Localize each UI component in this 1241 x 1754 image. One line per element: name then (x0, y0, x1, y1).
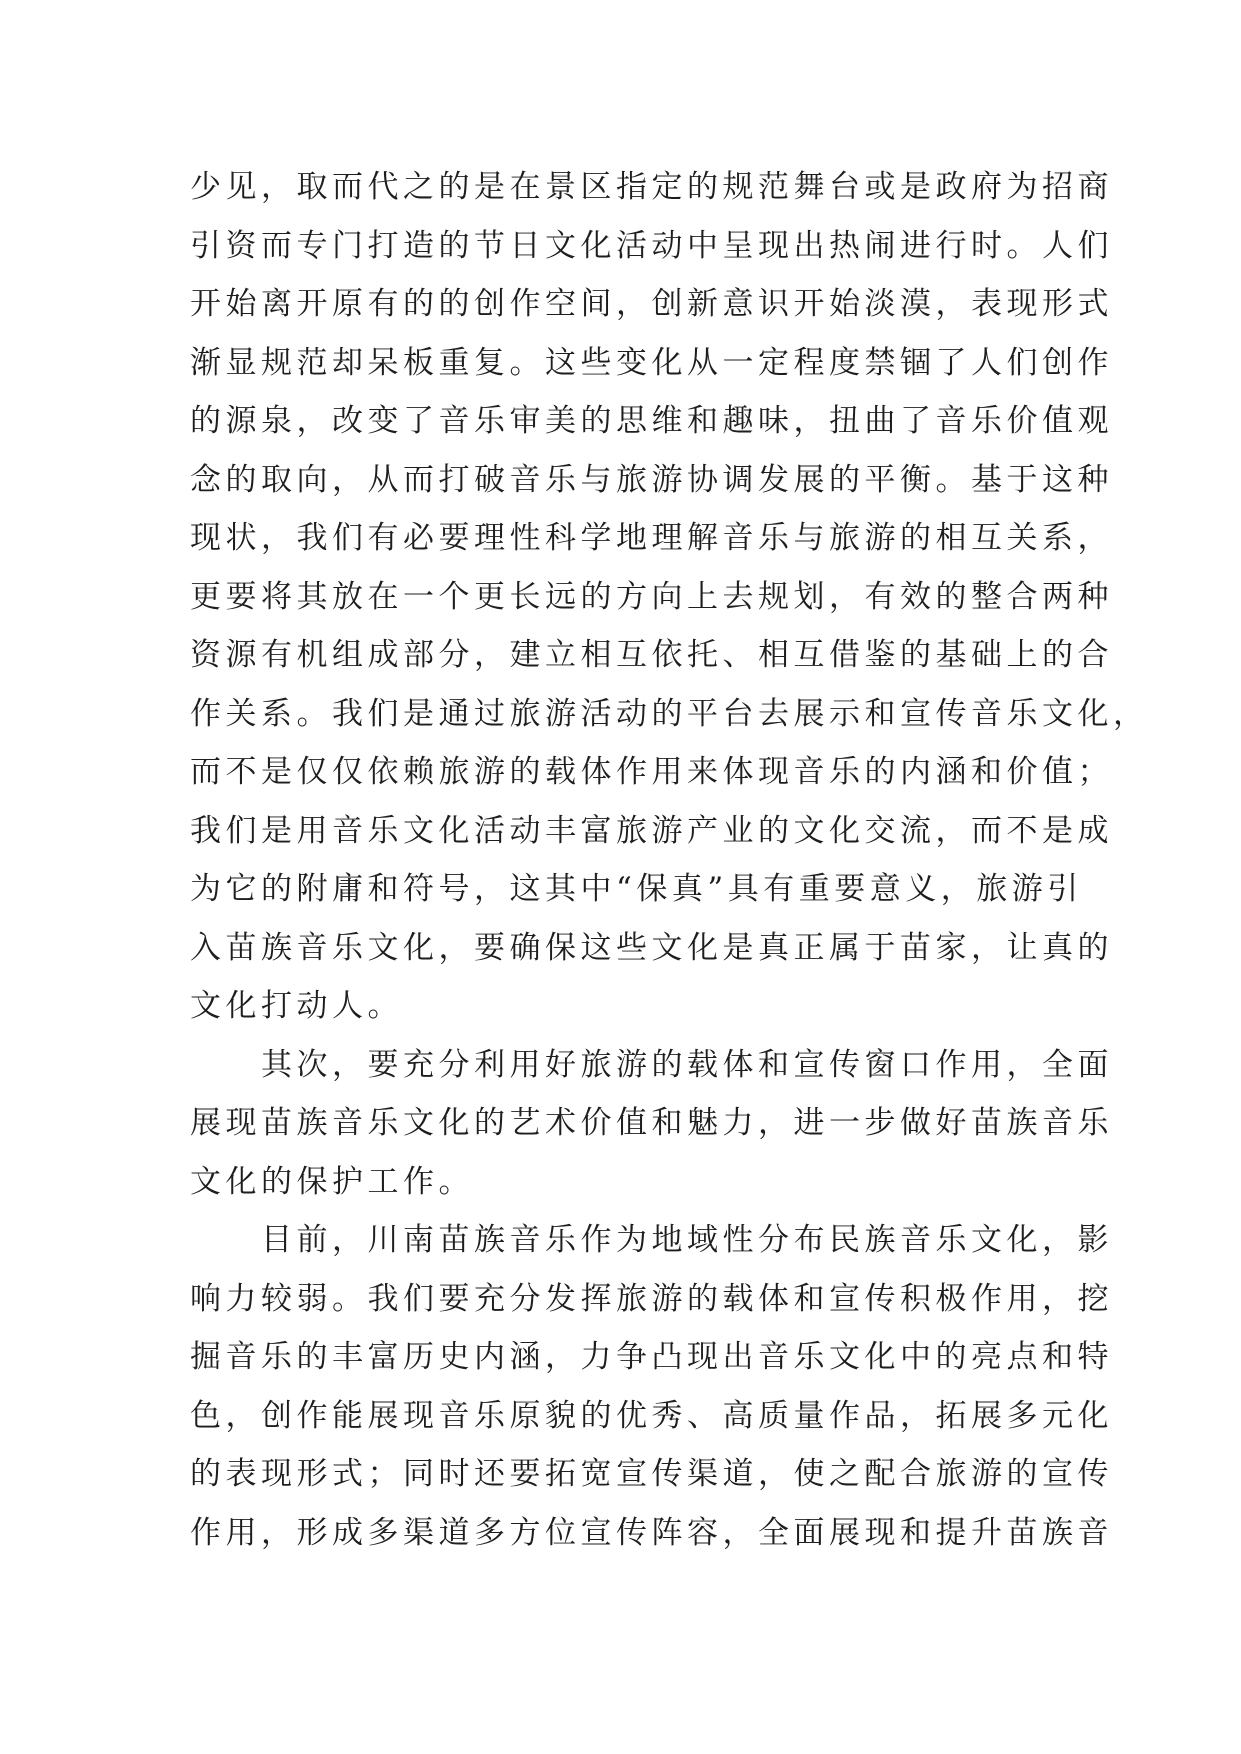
text-line: 我们是用音乐文化活动丰富旅游产业的文化交流，而不是成 (190, 812, 1113, 849)
text-line: 入苗族音乐文化，要确保这些文化是真正属于苗家，让真的 (190, 929, 1113, 966)
text-line: 的源泉，改变了音乐审美的思维和趣味，扭曲了音乐价值观 (190, 403, 1113, 439)
text-line: 念的取向，从而打破音乐与旅游协调发展的平衡。基于这种 (190, 461, 1113, 498)
text-line: 的表现形式；同时还要拓宽宣传渠道，使之配合旅游的宣传 (190, 1456, 1113, 1492)
text-line: 少见，取而代之的是在景区指定的规范舞台或是政府为招商 (190, 169, 1113, 205)
text-line: 而不是仅仅依赖旅游的载体作用来体现音乐的内涵和价值； (190, 754, 1113, 790)
text-line: 目前，川南苗族音乐作为地域性分布民族音乐文化，影 (190, 1222, 1113, 1258)
text-line: 作用，形成多渠道多方位宣传阵容，全面展现和提升苗族音 (190, 1514, 1113, 1551)
text-line: 为它的附庸和符号，这其中“保真”具有重要意义，旅游引 (190, 871, 1083, 907)
text-line: 文化打动人。 (190, 988, 403, 1024)
text-line: 响力较弱。我们要充分发挥旅游的载体和宣传积极作用，挖 (190, 1280, 1113, 1317)
text-line: 开始离开原有的的创作空间，创新意识开始淡漠，表现形式 (190, 286, 1113, 322)
text-line: 更要将其放在一个更长远的方向上去规划，有效的整合两种 (190, 578, 1113, 615)
text-line: 渐显规范却呆板重复。这些变化从一定程度禁锢了人们创作 (190, 344, 1113, 381)
text-line: 其次，要充分利用好旅游的载体和宣传窗口作用，全面 (190, 1046, 1113, 1083)
text-line: 文化的保护工作。 (190, 1163, 474, 1200)
text-line: 作关系。我们是通过旅游活动的平台去展示和宣传音乐文化， (190, 695, 1149, 732)
text-line: 现状，我们有必要理性科学地理解音乐与旅游的相互关系， (190, 520, 1113, 556)
body-text (190, 158, 1149, 1562)
text-line: 展现苗族音乐文化的艺术价值和魅力，进一步做好苗族音乐 (190, 1105, 1113, 1141)
text-line: 掘音乐的丰富历史内涵，力争凸现出音乐文化中的亮点和特 (190, 1339, 1113, 1375)
text-line: 色，创作能展现音乐原貌的优秀、高质量作品，拓展多元化 (190, 1397, 1113, 1434)
text-line: 引资而专门打造的节日文化活动中呈现出热闹进行时。人们 (190, 227, 1113, 264)
text-line: 资源有机组成部分，建立相互依托、相互借鉴的基础上的合 (190, 637, 1113, 673)
